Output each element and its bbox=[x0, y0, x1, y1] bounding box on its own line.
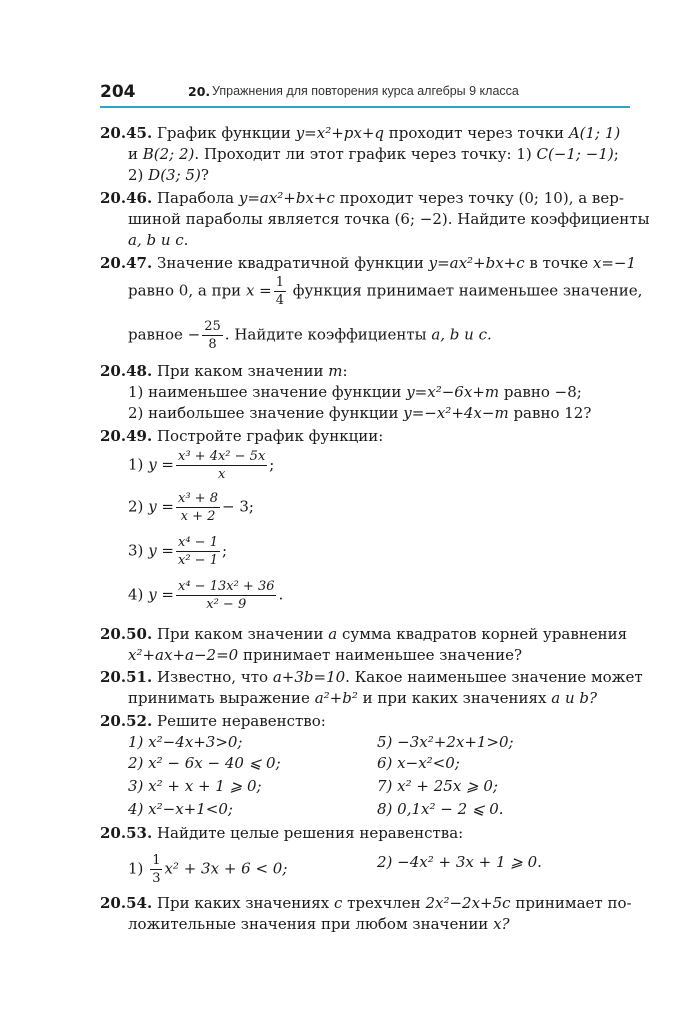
denominator: x² − 9 bbox=[176, 595, 276, 613]
exercise-20-52-line1 bbox=[100, 711, 635, 732]
exercise-number: 20.50. bbox=[100, 625, 153, 643]
exercise-20-48-line3 bbox=[128, 403, 633, 424]
exercise-20-47-line1 bbox=[100, 253, 635, 274]
inequality-item: 6) x−x²<0; bbox=[377, 754, 460, 772]
formula: a²+b² bbox=[314, 689, 358, 707]
exercise-20-50-line1 bbox=[100, 624, 635, 645]
text: принимает наименьшее значение? bbox=[238, 646, 523, 664]
text: принимает по- bbox=[510, 894, 632, 912]
numerator: x⁴ − 1 bbox=[178, 535, 218, 550]
text: : bbox=[342, 362, 348, 380]
denominator: x² − 1 bbox=[178, 553, 218, 568]
numerator: 1 bbox=[275, 275, 285, 290]
item-label: 1) bbox=[128, 455, 144, 474]
inequality-item: 7) x² + 25x ⩾ 0; bbox=[377, 777, 498, 795]
text: сумма квадратов корней уравнения bbox=[337, 625, 628, 643]
text: Найдите целые решения неравенства: bbox=[152, 824, 464, 842]
exercise-number: 20.46. bbox=[100, 189, 153, 207]
text: . Проходит ли этот график через точку: 1) bbox=[194, 145, 537, 163]
exercise-20-48-line1 bbox=[100, 361, 635, 382]
lhs: y = bbox=[148, 497, 174, 516]
exercise-number: 20.48. bbox=[100, 362, 153, 380]
inequality-item: 2) x² − 6x − 40 ⩽ 0; bbox=[128, 754, 281, 772]
denominator: 3 bbox=[152, 871, 161, 886]
formula: a+3b=10 bbox=[272, 668, 346, 686]
page-number: 204 bbox=[100, 82, 136, 102]
formula: 2x²−2x+5c bbox=[425, 894, 511, 912]
text: При каких значениях bbox=[152, 894, 334, 912]
formula: x² + 3x + 6 < 0; bbox=[164, 859, 288, 878]
text: . Какое наименьшее значение может bbox=[345, 668, 643, 686]
exercise-number: 20.54. bbox=[100, 894, 153, 912]
inequality-item: 3) x² + x + 1 ⩾ 0; bbox=[128, 777, 262, 795]
list-item bbox=[128, 448, 633, 483]
exercise-20-47-line3 bbox=[128, 318, 633, 353]
text: и bbox=[128, 145, 143, 163]
page-header bbox=[100, 82, 630, 106]
text: При каком значении bbox=[152, 625, 329, 643]
numerator: x³ + 4x² − 5x bbox=[178, 449, 266, 464]
text: Постройте график функции: bbox=[152, 427, 384, 445]
fraction bbox=[176, 448, 267, 483]
tail: − 3; bbox=[221, 497, 254, 516]
lhs: y = bbox=[148, 585, 174, 604]
text: ; bbox=[613, 145, 619, 163]
text: принимать выражение bbox=[128, 689, 315, 707]
header-rule bbox=[100, 106, 630, 108]
lhs: y = bbox=[148, 541, 174, 560]
text: Парабола bbox=[152, 189, 239, 207]
inequality-item: 4) x²−x+1<0; bbox=[128, 800, 233, 818]
exercise-20-46-line1 bbox=[100, 188, 635, 209]
numerator: 25 bbox=[204, 319, 221, 334]
text: ? bbox=[200, 166, 209, 184]
text: 1) наименьшее значение функции bbox=[128, 383, 407, 401]
tail: . bbox=[278, 585, 284, 604]
variable: x? bbox=[493, 915, 510, 933]
text: проходит через точку (0; 10), а вер- bbox=[334, 189, 624, 207]
text: Решите неравенство: bbox=[152, 712, 326, 730]
item-label: 1) bbox=[128, 859, 144, 878]
text: в точке bbox=[524, 254, 593, 272]
exercise-20-45-line2 bbox=[128, 144, 633, 165]
tail: ; bbox=[269, 455, 275, 474]
item-label: 2) bbox=[128, 497, 144, 516]
exercise-number: 20.52. bbox=[100, 712, 153, 730]
numerator: x⁴ − 13x² + 36 bbox=[178, 579, 275, 594]
text: функция принимает наименьшее значение, bbox=[288, 281, 643, 300]
text: a и b? bbox=[551, 689, 598, 707]
section-number: 20. bbox=[188, 84, 211, 99]
exercise-20-46-line2: шиной параболы является точка (6; −2). Найдите коэффициенты bbox=[128, 210, 650, 228]
item-label: 4) bbox=[128, 585, 144, 604]
exercise-number: 20.49. bbox=[100, 427, 153, 445]
point-a: A(1; 1) bbox=[568, 124, 621, 142]
variable: c bbox=[333, 894, 343, 912]
text: 2) bbox=[128, 166, 149, 184]
variable: m bbox=[328, 362, 343, 380]
inequality-item: 1) x²−4x+3>0; bbox=[128, 733, 243, 751]
denominator: 4 bbox=[275, 293, 285, 308]
point-b: B(2; 2) bbox=[142, 145, 195, 163]
text: равно 0, а при bbox=[128, 281, 246, 300]
fraction-one-quarter bbox=[274, 274, 286, 309]
inequality-item: 8) 0,1x² − 2 ⩽ 0. bbox=[377, 800, 504, 818]
inequality-item: 5) −3x²+2x+1>0; bbox=[377, 733, 514, 751]
lhs: y = bbox=[148, 455, 174, 474]
exercise-20-51-line2 bbox=[128, 688, 633, 709]
inequality-item bbox=[128, 852, 368, 887]
text: ложительные значения при любом значении bbox=[128, 915, 494, 933]
denominator: x + 2 bbox=[176, 507, 220, 525]
denominator: x bbox=[176, 465, 267, 483]
text: . Найдите коэффициенты bbox=[224, 325, 432, 344]
formula: y=ax²+bx+c bbox=[238, 189, 335, 207]
list-item bbox=[128, 490, 633, 525]
text: и при каких значениях bbox=[357, 689, 552, 707]
exercise-20-45-line1 bbox=[100, 123, 635, 144]
fraction bbox=[176, 490, 220, 525]
exercise-20-54-line1 bbox=[100, 893, 635, 914]
text: равное − bbox=[128, 325, 201, 344]
exercise-20-48-line2 bbox=[128, 382, 633, 403]
fraction-25-8 bbox=[202, 318, 223, 353]
exercise-20-53-line1 bbox=[100, 823, 635, 844]
exercise-number: 20.47. bbox=[100, 254, 153, 272]
exercise-20-46-line3: a, b и c. bbox=[128, 231, 189, 249]
item-label: 3) bbox=[128, 541, 144, 560]
exercise-20-50-line2 bbox=[128, 645, 633, 666]
exercise-20-51-line1 bbox=[100, 667, 643, 688]
text: График функции bbox=[152, 124, 296, 142]
exercise-number: 20.45. bbox=[100, 124, 153, 142]
exercise-number: 20.51. bbox=[100, 668, 153, 686]
inequality-item: 2) −4x² + 3x + 1 ⩾ 0. bbox=[377, 853, 542, 871]
point-c: C(−1; −1) bbox=[536, 145, 614, 163]
text: трехчлен bbox=[342, 894, 426, 912]
tail: ; bbox=[221, 541, 228, 560]
exercise-20-47-line2 bbox=[128, 274, 643, 309]
text: Известно, что bbox=[152, 668, 273, 686]
text: проходит через точки bbox=[384, 124, 569, 142]
formula: y=ax²+bx+c bbox=[428, 254, 525, 272]
fraction-one-third bbox=[150, 852, 162, 887]
text: a, b и c. bbox=[431, 325, 492, 344]
fraction bbox=[176, 578, 276, 613]
exercise-20-54-line2 bbox=[128, 914, 633, 935]
list-item bbox=[128, 534, 633, 569]
numerator: x³ + 8 bbox=[178, 491, 218, 506]
formula: y=−x²+4x−m bbox=[403, 404, 509, 422]
exercise-20-49-line1 bbox=[100, 426, 635, 447]
text: Значение квадратичной функции bbox=[152, 254, 429, 272]
denominator: 8 bbox=[202, 335, 223, 353]
formula: y=x²−6x+m bbox=[406, 383, 500, 401]
variable: a bbox=[328, 625, 338, 643]
text: равно −8; bbox=[499, 383, 582, 401]
fraction bbox=[176, 534, 220, 569]
section-title: Упражнения для повторения курса алгебры 9 класса bbox=[212, 84, 519, 98]
formula: y=x²+px+q bbox=[295, 124, 385, 142]
text: 2) наибольшее значение функции bbox=[128, 404, 404, 422]
text: равно 12? bbox=[508, 404, 592, 422]
exercise-number: 20.53. bbox=[100, 824, 153, 842]
point-d: D(3; 5) bbox=[148, 166, 201, 184]
formula: x=−1 bbox=[592, 254, 637, 272]
numerator: 1 bbox=[152, 853, 161, 868]
variable: x = bbox=[245, 281, 272, 300]
list-item bbox=[128, 578, 633, 613]
text: При каком значении bbox=[152, 362, 329, 380]
exercise-20-45-line3 bbox=[128, 165, 633, 186]
formula: x²+ax+a−2=0 bbox=[128, 646, 239, 664]
